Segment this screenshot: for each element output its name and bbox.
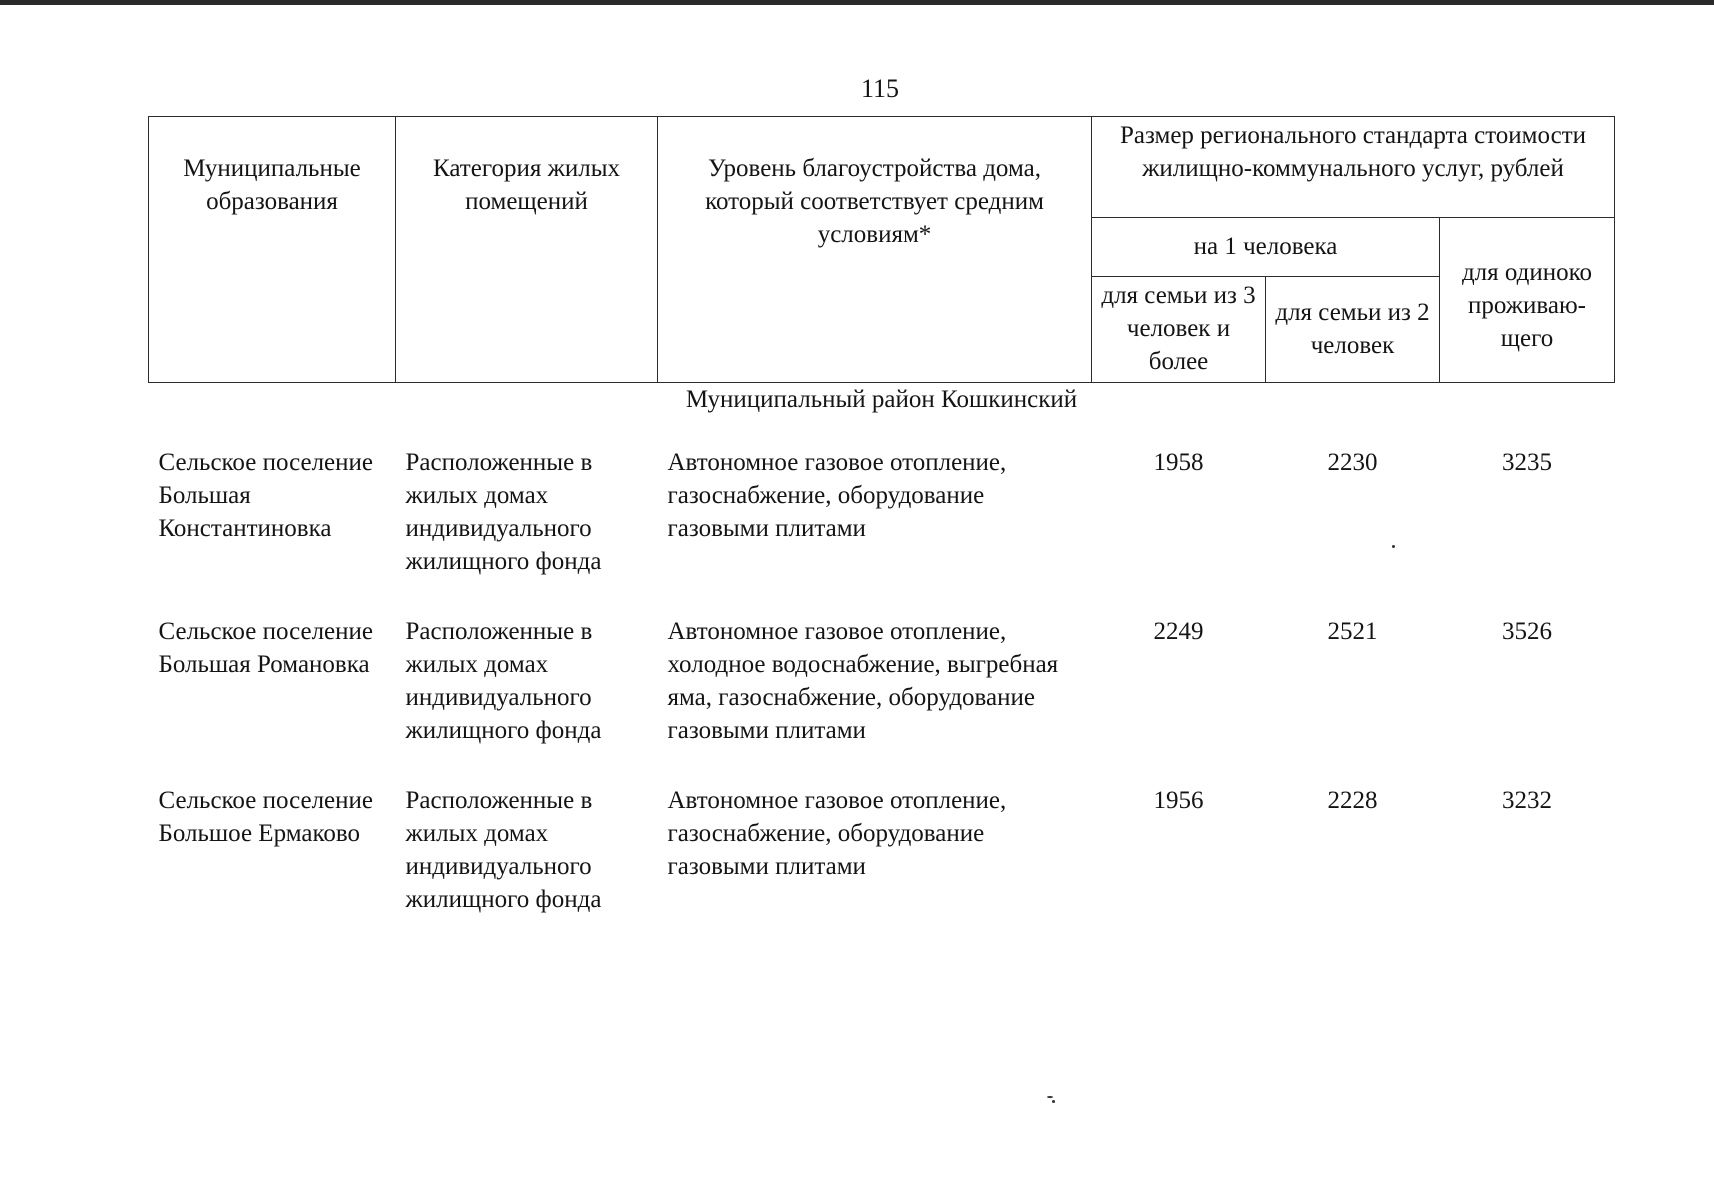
header-family-3plus: для семьи из 3 человек и более: [1092, 277, 1266, 383]
cell-family-3plus: 1956: [1153, 787, 1204, 814]
header-per-person: на 1 человека: [1092, 218, 1440, 277]
header-category: Категория жилых помещений: [396, 117, 658, 383]
cell-single: 3232: [1502, 787, 1552, 814]
cell-family-3plus: 1958: [1153, 449, 1204, 476]
cell-municipality: Сельское поселение Большая Константиновка: [158, 449, 374, 542]
table-row: [149, 779, 1615, 916]
cell-category: Расположенные в жилых домах индивидуального жилищного фонда: [405, 449, 602, 575]
table-row: [149, 441, 1615, 610]
scan-speck: [1392, 545, 1395, 548]
table-row: [149, 610, 1615, 779]
scan-speck: [1052, 1100, 1055, 1103]
cell-single: 3235: [1502, 449, 1552, 476]
cell-family-2: 2230: [1327, 449, 1378, 476]
cell-comfort-level: Автономное газовое отопление, холодное водоснабжение, выгребная яма, газоснабжение, оборудование газовыми плитами: [667, 618, 1059, 744]
page-number: 115: [860, 74, 900, 103]
table-body: [149, 383, 1615, 917]
scan-speck: [1047, 1096, 1053, 1098]
header-standard-size: Размер регионального стандарта стоимости жилищно-коммунального услуг, рублей: [1092, 117, 1615, 218]
cell-category: Расположенные в жилых домах индивидуального жилищного фонда: [405, 787, 602, 913]
section-title: Муниципальный район Кошкинский: [685, 386, 1078, 413]
cell-comfort-level: Автономное газовое отопление, газоснабжение, оборудование газовыми плитами: [667, 787, 1007, 880]
cell-single: 3526: [1502, 618, 1552, 645]
header-comfort-level: Уровень благоустройства дома, который соответствует средним условиям*: [658, 117, 1092, 383]
cell-municipality: Сельское поселение Большое Ермаково: [158, 787, 374, 847]
cell-family-2: 2521: [1327, 618, 1378, 645]
header-family-2: для семьи из 2 человек: [1266, 277, 1440, 383]
cell-municipality: Сельское поселение Большая Романовка: [158, 618, 374, 678]
cell-comfort-level: Автономное газовое отопление, газоснабжение, оборудование газовыми плитами: [667, 449, 1007, 542]
header-single: для одиноко проживаю-щего: [1440, 218, 1615, 383]
table-header: [149, 117, 1615, 383]
cell-category: Расположенные в жилых домах индивидуального жилищного фонда: [405, 618, 602, 744]
section-row: [149, 383, 1615, 442]
header-municipality: Муниципальные образования: [149, 117, 396, 383]
standards-table: [148, 116, 1615, 916]
cell-family-2: 2228: [1327, 787, 1378, 814]
cell-family-3plus: 2249: [1153, 618, 1204, 645]
top-border-line: [0, 0, 1714, 5]
